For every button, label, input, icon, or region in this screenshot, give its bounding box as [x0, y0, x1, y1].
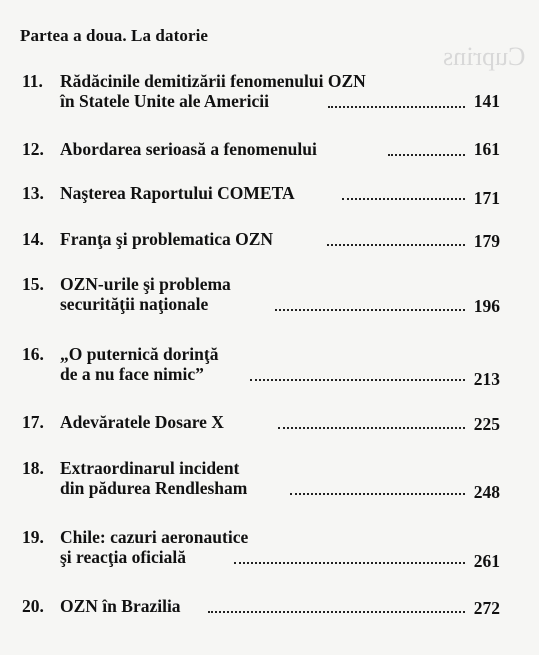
- entry-number: 19.: [22, 527, 44, 547]
- entry-number: 11.: [22, 71, 43, 91]
- show-through-text: Cuprins: [442, 42, 525, 71]
- entry-title-line-1: Adevăratele Dosare X: [60, 412, 224, 432]
- entry-title-line-1: Franţa şi problematica OZN: [60, 229, 274, 249]
- entry-title-line-1: Extraordinarul incident: [60, 458, 240, 478]
- entry-title-line-2: din pădurea Rendlesham: [60, 478, 248, 498]
- dot-leader: [278, 427, 465, 429]
- entry-number: 12.: [22, 139, 44, 159]
- entry-title-line-1: OZN-urile şi problema: [60, 274, 231, 294]
- entry-number: 13.: [22, 183, 44, 203]
- page-number: 161: [473, 139, 500, 159]
- page-number: 171: [473, 188, 500, 208]
- entry-number: 17.: [22, 412, 44, 432]
- entry-title-line-1: Rădăcinile demitizării fenomenului OZN: [60, 71, 366, 91]
- dot-leader: [275, 309, 465, 311]
- entry-title-line-2: de a nu face nimic”: [60, 364, 204, 384]
- entry-title-line-1: OZN în Brazilia: [60, 596, 181, 616]
- entry-title-line-1: Abordarea serioasă a fenomenului: [60, 139, 317, 159]
- entry-number: 14.: [22, 229, 44, 249]
- entry-title-line-2: şi reacţia oficială: [60, 547, 187, 567]
- dot-leader: [388, 154, 465, 156]
- page-number: 248: [473, 482, 500, 502]
- dot-leader: [328, 106, 465, 108]
- entry-number: 20.: [22, 596, 44, 616]
- page-number: 261: [473, 551, 500, 571]
- dot-leader: [234, 562, 465, 564]
- entry-title-line-1: Naşterea Raportului COMETA: [60, 183, 295, 203]
- page-number: 179: [473, 231, 500, 251]
- page-number: 272: [473, 598, 500, 618]
- entry-title-line-2: în Statele Unite ale Americii: [60, 91, 269, 111]
- dot-leader: [327, 244, 465, 246]
- entry-title-line-2: securităţii naţionale: [60, 294, 209, 314]
- entry-number: 15.: [22, 274, 44, 294]
- page-number: 196: [473, 296, 500, 316]
- entry-title-line-1: Chile: cazuri aeronautice: [60, 527, 249, 547]
- page-number: 213: [473, 369, 500, 389]
- dot-leader: [342, 198, 465, 200]
- entry-title-line-1: „O puternică dorinţă: [60, 344, 219, 364]
- entry-number: 18.: [22, 458, 44, 478]
- page-number: 225: [473, 414, 500, 434]
- dot-leader: [208, 611, 465, 613]
- dot-leader: [290, 493, 465, 495]
- entry-number: 16.: [22, 344, 44, 364]
- section-title: Partea a doua. La datorie: [20, 26, 209, 45]
- page-number: 141: [473, 91, 500, 111]
- dot-leader: [250, 379, 465, 381]
